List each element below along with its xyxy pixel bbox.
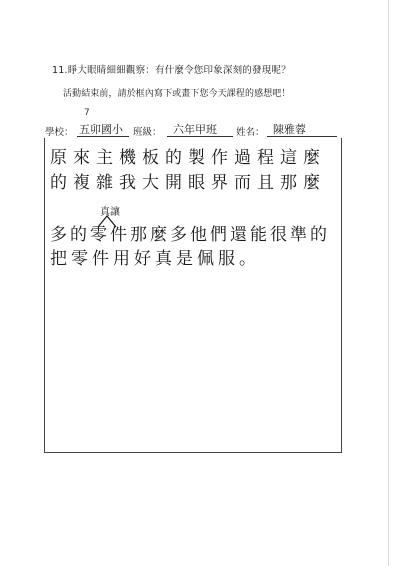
- class-label: 班級：: [133, 127, 162, 138]
- school-value: 五卯國小: [79, 123, 123, 136]
- question-heading: 11.睜大眼睛細細觀察：有什麼令您印象深刻的發現呢？: [52, 65, 291, 76]
- class-underline: [167, 136, 233, 137]
- school-label: 學校：: [45, 127, 74, 138]
- handwriting-insertion: 真讓: [100, 207, 120, 218]
- class-value: 六年甲班: [173, 123, 217, 136]
- name-value: 陳雅蓉: [273, 123, 306, 136]
- margin-mark: 7: [84, 108, 90, 118]
- instruction-text: 活動結束前，請於框內寫下或畫下您今天課程的感想吧！: [63, 89, 291, 99]
- school-underline: [77, 136, 129, 137]
- name-underline: [267, 136, 337, 137]
- name-label: 姓名：: [236, 127, 265, 138]
- page-edge-divider: [388, 0, 389, 566]
- handwriting-line-1: 原來主機板的製作過程這麼: [50, 148, 326, 168]
- handwriting-line-3: 多的零件那麼多他們還能很準的: [50, 225, 330, 245]
- handwriting-line-2: 的複雜我大開眼界而且那麼: [50, 173, 326, 193]
- handwriting-line-4: 把零件用好真是佩服。: [50, 249, 260, 269]
